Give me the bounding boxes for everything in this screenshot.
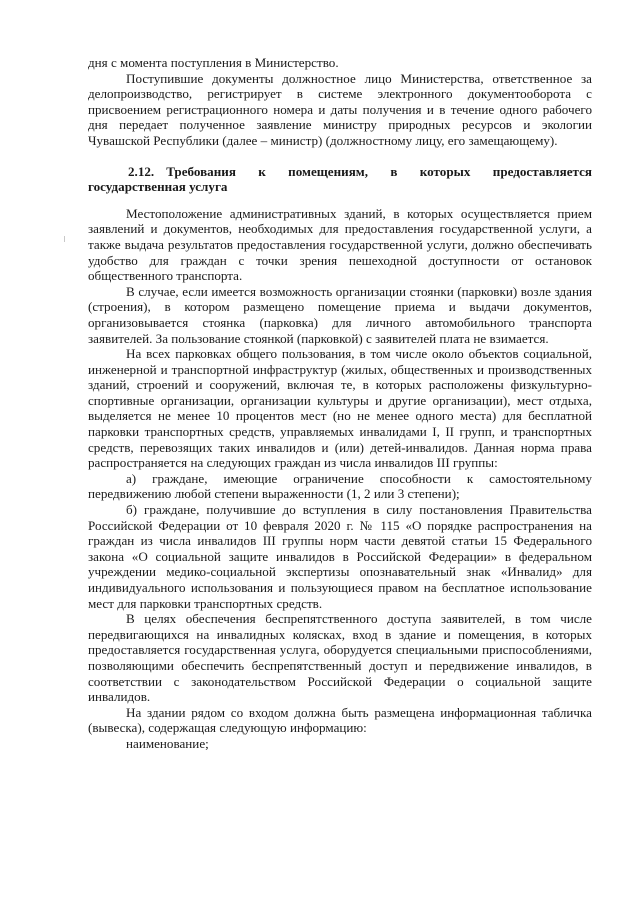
paragraph-accessibility: В целях обеспечения беспрепятственного доступа заявителей, в том числе передвигающихся на инвалидных колясках, вход в здание и помещения, в которых предоставляется государственная услуга, оборудуется специальными приспособлениями, позволяющими обеспечить беспрепятственный доступ и передвижение инвалидов, в соответствии с законодательством Российской Федерации о социальной защите инвалидов.	[88, 611, 592, 705]
paragraph-parking: В случае, если имеется возможность организации стоянки (парковки) возле здания (строения), в котором размещено помещение приема и выдачи документов, организовывается стоянка (парковка) для личного автомобильного транспорта заявителей. За пользование стоянкой (парковкой) с заявителей плата не взимается.	[88, 283, 592, 346]
section-title: Требования к помещениям, в которых предоставляется государственная услуга	[88, 163, 592, 195]
section-heading	[88, 164, 592, 195]
margin-mark	[64, 236, 65, 242]
list-item-a: а) граждане, имеющие ограничение способности к самостоятельному передвижению любой степени выраженности (1, 2 или 3 степени);	[88, 470, 592, 502]
paragraph-signboard: На здании рядом со входом должна быть размещена информационная табличка (вывеска), содержащая следующую информацию:	[88, 704, 592, 736]
paragraph-continuation: дня с момента поступления в Министерство.	[88, 55, 339, 70]
list-item-b: б) граждане, получившие до вступления в силу постановления Правительства Российской Федерации от 10 февраля 2020 г. № 115 «О порядке распространения на граждан из числа инвалидов III группы норм части девятой статьи 15 Федерального закона «О социальной защите инвалидов в Российской Федерации» в федеральном учреждении медико-социальной экспертизы опознавательный знак «Инвалид» для индивидуального использования и пользующиеся правом на бесплатное использование мест для парковки транспортных средств.	[88, 502, 592, 611]
paragraph-location: Местоположение административных зданий, в которых осуществляется прием заявлений и документов, необходимых для предоставления государственной услуги, а также выдача результатов предоставления государственной услуги, должно обеспечивать удобство для граждан с точки зрения пешеходной доступности от остановок общественного транспорта.	[88, 205, 592, 284]
paragraph-registration: Поступившие документы должностное лицо Министерства, ответственное за делопроизводство, регистрирует в системе электронного документооборота с присвоением регистрационного номера и даты получения и в течение одного рабочего дня передает полученное заявление министру природных ресурсов и экологии Чувашской Республики (далее – министр) (должностному лицу, его замещающему).	[88, 70, 592, 148]
list-item-name: наименование;	[126, 735, 209, 751]
paragraph-disabled-parking: На всех парковках общего пользования, в том числе около объектов социальной, инженерной и транспортной инфраструктур (жилых, общественных и производственных зданий, строений и сооружений, включая те, в которых расположены физкультурно-спортивные организации, организации культуры и другие организации), мест отдыха, выделяется не менее 10 процентов мест (но не менее одного места) для бесплатной парковки транспортных средств, управляемых инвалидами I, II групп, и транспортных средств, перевозящих таких инвалидов и (или) детей-инвалидов. Данная норма права распространяется на следующих граждан из числа инвалидов III группы:	[88, 346, 592, 471]
section-number: 2.12.	[128, 163, 155, 179]
document-body	[88, 55, 592, 752]
